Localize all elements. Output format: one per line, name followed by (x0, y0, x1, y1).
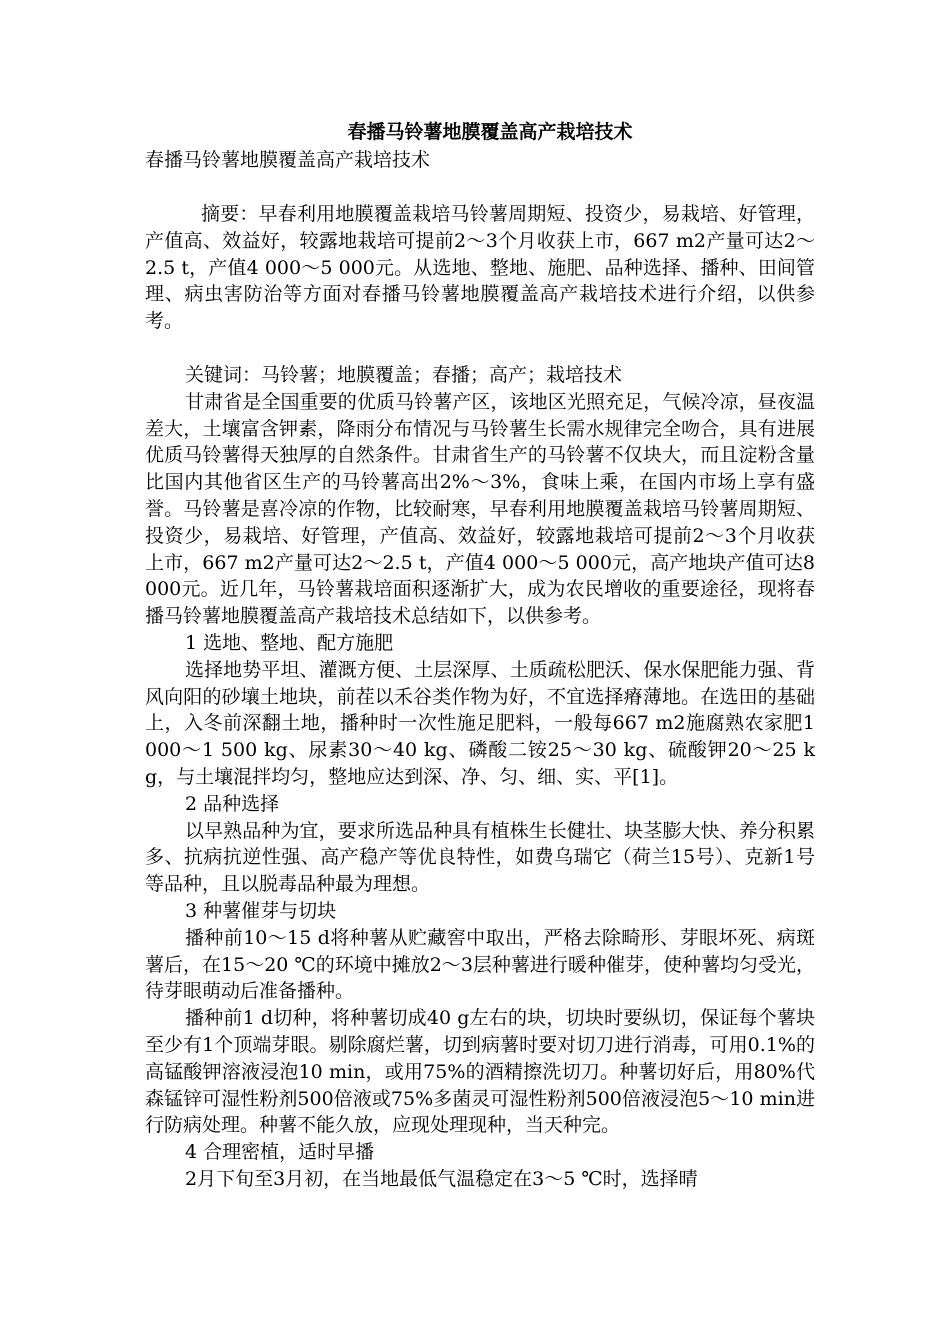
document-subtitle: 春播马铃薯地膜覆盖高产栽培技术 (145, 149, 431, 171)
section-paragraph: 选择地势平坦、灌溉方便、土层深厚、土质疏松肥沃、保水保肥能力强、背风向阳的砂壤土地块，前茬以禾谷类作物为好，不宜选择瘠薄地。在选田的基础上，入冬前深翻土地，播种时一次性施足肥料，一般每667 m2施腐熟农家肥1 000～1 500 kg、尿素30～40 kg、磷酸二铵25～30 kg、硫酸钾20～25 kg，与土壤混拌均匀，整地应达到深、净、匀、细、实、平[1]。 (145, 658, 815, 788)
section-heading: 2 品种选择 (185, 792, 280, 815)
section-heading: 1 选地、整地、配方施肥 (185, 631, 394, 654)
keywords-line: 关键词：马铃薯；地膜覆盖；春播；高产；栽培技术 (185, 363, 623, 386)
section-heading: 3 种薯催芽与切块 (185, 899, 337, 922)
section-paragraph: 以早熟品种为宜，要求所选品种具有植株生长健壮、块茎膨大快、养分积累多、抗病抗逆性强、高产稳产等优良特性，如费乌瑞它（荷兰15号）、克新1号等品种，且以脱毒品种最为理想。 (145, 819, 815, 896)
document-title: 春播马铃薯地膜覆盖高产栽培技术 (347, 121, 633, 143)
abstract-paragraph: 摘要：早春利用地膜覆盖栽培马铃薯周期短、投资少，易栽培、好管理，产值高、效益好，较露地栽培可提前2～3个月收获上市，667 m2产量可达2～2.5 t，产值4 000～5 000元。从选地、整地、施肥、品种选择、播种、田间管理、病虫害防治等方面对春播马铃薯地膜覆盖高产栽培技术进行介绍，以供参考。 (145, 203, 815, 333)
section-paragraph: 2月下旬至3月初，在当地最低气温稳定在3～5 ℃时，选择晴 (185, 1167, 698, 1190)
document-body (145, 118, 815, 1193)
intro-paragraph: 甘肃省是全国重要的优质马铃薯产区，该地区光照充足，气候冷凉，昼夜温差大，土壤富含钾素，降雨分布情况与马铃薯生长需水规律完全吻合，具有进展优质马铃薯得天独厚的自然条件。甘肃省生产的马铃薯不仅块大，而且淀粉含量比国内其他省区生产的马铃薯高出2%～3%，食味上乘，在国内市场上享有盛誉。马铃薯是喜冷凉的作物，比较耐寒，早春利用地膜覆盖栽培马铃薯周期短、投资少，易栽培、好管理，产值高、效益好，较露地栽培可提前2～3个月收获上市，667 m2产量可达2～2.5 t，产值4 000～5 000元，高产地块产值可达8 000元。近几年，马铃薯栽培面积逐渐扩大，成为农民增收的重要途径，现将春播马铃薯地膜覆盖高产栽培技术总结如下，以供参考。 (145, 390, 815, 628)
section-paragraph: 播种前1 d切种，将种薯切成40 g左右的块，切块时要纵切，保证每个薯块至少有1个顶端芽眼。剔除腐烂薯，切到病薯时要对切刀进行消毒，可用0.1%的高锰酸钾溶液浸泡10 min，或用75%的酒精擦洗切刀。种薯切好后，用80%代森锰锌可湿性粉剂500倍液或75%多菌灵可湿性粉剂500倍液浸泡5～10 min进行防病处理。种薯不能久放，应现处理现种，当天种完。 (145, 1007, 815, 1137)
section-paragraph: 播种前10～15 d将种薯从贮藏窖中取出，严格去除畸形、芽眼坏死、病斑薯后，在15～20 ℃的环境中摊放2～3层种薯进行暖种催芽，使种薯均匀受光，待芽眼萌动后准备播种。 (145, 926, 815, 1003)
section-heading: 4 合理密植，适时早播 (185, 1141, 375, 1164)
